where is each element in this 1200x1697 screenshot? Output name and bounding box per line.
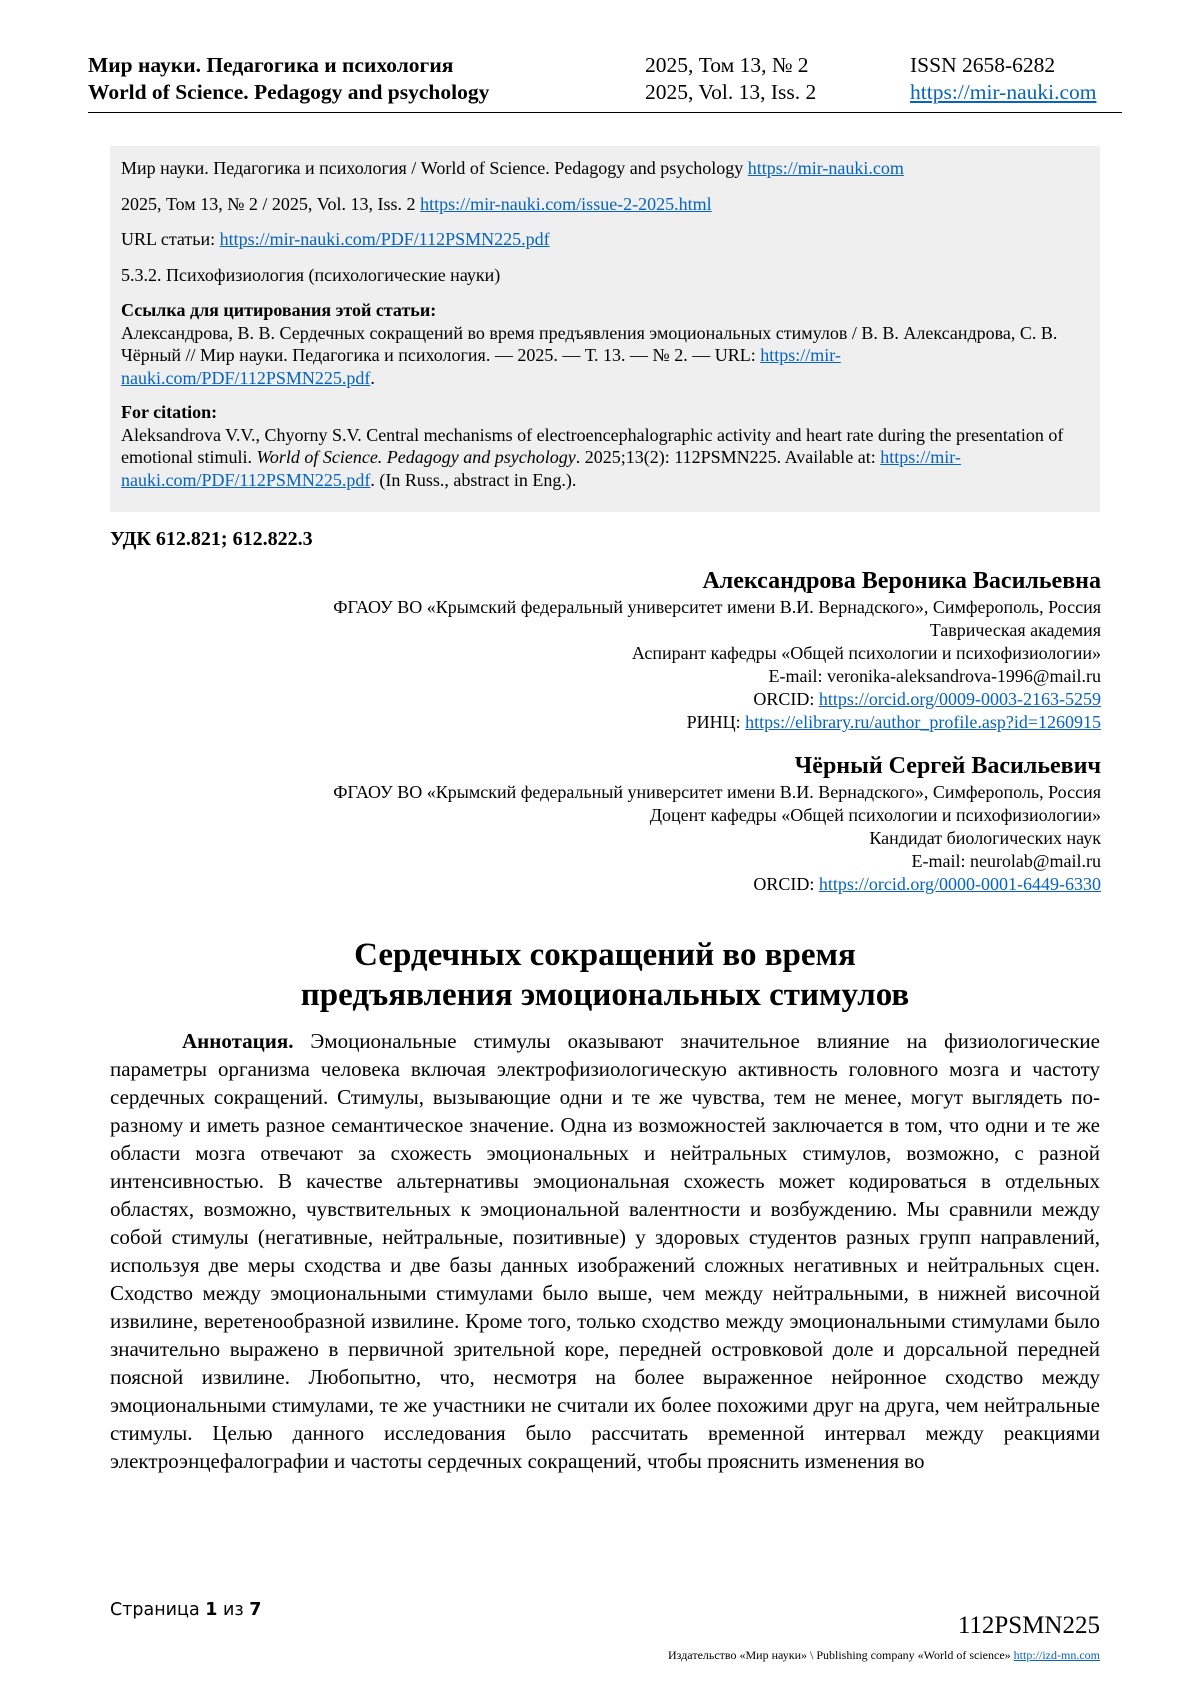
- page-of: из: [217, 1600, 250, 1620]
- citation-box: [110, 146, 1100, 512]
- page-number: [110, 1600, 261, 1620]
- author-1: [101, 566, 1101, 734]
- publisher-text: Издательство «Мир науки» \ Publishing company «World of science»: [668, 1648, 1014, 1662]
- cite-en: [121, 401, 1089, 491]
- author-email: E-mail: veronika-aleksandrova-1996@mail.ru: [768, 666, 1101, 686]
- issue-ru: 2025, Том 13, № 2: [645, 53, 809, 77]
- journal-title-en: World of Science. Pedagogy and psychology: [88, 80, 490, 104]
- author-email: E-mail: neurolab@mail.ru: [911, 851, 1101, 871]
- journal-site-link[interactable]: https://mir-nauki.com: [910, 80, 1097, 104]
- author-orcid: [101, 688, 1101, 711]
- issue-info: [645, 52, 816, 106]
- orcid-link[interactable]: https://orcid.org/0000-0001-6449-6330: [818, 874, 1101, 894]
- running-header: [88, 52, 1122, 113]
- cite-en-label: For citation:: [121, 402, 218, 422]
- publisher-line: [668, 1648, 1100, 1663]
- page-label: Страница: [110, 1600, 206, 1620]
- cite-specialty: 5.3.2. Психофизиология (психологические науки): [121, 264, 501, 285]
- article-title: [110, 935, 1100, 1015]
- cite-ru-label: Ссылка для цитирования этой статьи:: [121, 300, 437, 320]
- cite-ru-text: Александрова, В. В. Сердечных сокращений во время предъявления эмоциональных стимулов / В. В. Александрова, С. В. Чёрный // Мир науки. Педагогика и психология. — 2025. — Т. 13. — № 2. — URL:: [121, 322, 1058, 365]
- author-name: Александрова Вероника Васильевна: [702, 568, 1101, 594]
- cite-url-line: [121, 228, 1089, 251]
- title-line-1: Сердечных сокращений во время: [354, 937, 856, 973]
- orcid-label: ORCID:: [753, 689, 819, 709]
- page-current: 1: [205, 1600, 218, 1620]
- cite-en-journal: World of Science. Pedagogy and psychology: [256, 447, 576, 467]
- cite-journal-text: Мир науки. Педагогика и психология / World of Science. Pedagogy and psychology: [121, 158, 748, 178]
- rinc-link[interactable]: https://elibrary.ru/author_profile.asp?id=1260915: [745, 712, 1101, 732]
- issn-block: [910, 52, 1096, 106]
- author-position: Аспирант кафедры «Общей психологии и психофизиологии»: [631, 643, 1101, 663]
- title-line-2: предъявления эмоциональных стимулов: [300, 977, 910, 1013]
- cite-en-link[interactable]: https://mir-nauki.com/PDF/112PSMN225.pdf: [121, 447, 961, 490]
- issue-en: 2025, Vol. 13, Iss. 2: [645, 80, 817, 104]
- publisher-link[interactable]: http://izd-mn.com: [1013, 1648, 1100, 1662]
- journal-title-ru: Мир науки. Педагогика и психология: [88, 53, 454, 77]
- cite-ru-link[interactable]: https://mir-nauki.com/PDF/112PSMN225.pdf: [121, 345, 841, 388]
- author-affiliation: ФГАОУ ВО «Крымский федеральный университет имени В.И. Вернадского», Симферополь, Россия: [333, 597, 1101, 617]
- cite-journal-link[interactable]: https://mir-nauki.com: [747, 158, 904, 178]
- orcid-link[interactable]: https://orcid.org/0009-0003-2163-5259: [818, 689, 1101, 709]
- orcid-label: ORCID:: [753, 874, 819, 894]
- author-orcid: [101, 873, 1101, 896]
- article-code: 112PSMN225: [957, 1612, 1100, 1639]
- abstract-text: Эмоциональные стимулы оказывают значительное влияние на физиологические параметры организма человека включая электрофизиологическую активность головного мозга и частоту сердечных сокращений. Стимулы, вызывающие одни и те же чувства, тем не менее, могут выглядеть по-разному и иметь разное семантическое значение. Одна из возможностей заключается в том, что одни и те же области мозга отвечают за схожесть эмоциональных и нейтральных стимулов, возможно, с разной интенсивностью. В качестве альтернативы эмоциональная схожесть может кодироваться в отдельных областях, возможно, чувствительных к эмоциональной валентности и возбуждению. Мы сравнили между собой стимулы (негативные, нейтральные, позитивные) у здоровых студентов разных групп направлений, используя две меры сходства и две базы данных изображений сложных негативных и нейтральных сцен. Сходство между эмоциональными стимулами было выше, чем между нейтральными, в нижней височной извилине, веретенообразной извилине. Кроме того, только сходство между эмоциональными стимулами было значительно выражено в первичной зрительной коре, передней островковой доле и дорсальной передней поясной извилине. Любопытно, что, несмотря на более выраженное нейронное сходство между эмоциональными стимулами, те же участники не считали их более похожими друг на друга, чем нейтральные стимулы. Целью данного исследования было рассчитать временной интервал между реакциями электроэнцефалографии и частоты сердечных сокращений, чтобы прояснить изменения во: [110, 1029, 1100, 1473]
- author-rinc: [101, 711, 1101, 734]
- cite-ru-end: .: [370, 367, 375, 388]
- cite-en-text: Aleksandrova V.V., Chyorny S.V. Central mechanisms of electroencephalographic activity and heart rate during the presentation of emotional stimuli.: [121, 424, 1064, 467]
- journal-title: [88, 52, 489, 106]
- author-affiliation: ФГАОУ ВО «Крымский федеральный университет имени В.И. Вернадского», Симферополь, Россия: [333, 782, 1101, 802]
- cite-ru: [121, 299, 1089, 389]
- cite-en-end: . (In Russ., abstract in Eng.).: [370, 469, 577, 490]
- rinc-label: РИНЦ:: [686, 712, 746, 732]
- authors-block: [101, 566, 1101, 913]
- cite-issue-link[interactable]: https://mir-nauki.com/issue-2-2025.html: [420, 193, 712, 214]
- issn: ISSN 2658-6282: [910, 53, 1056, 77]
- author-2: [101, 751, 1101, 896]
- author-position: Доцент кафедры «Общей психологии и психофизиологии»: [649, 805, 1101, 825]
- abstract-label: Аннотация.: [182, 1029, 294, 1053]
- cite-journal-line: [121, 157, 1089, 180]
- cite-issue-line: [121, 193, 1089, 216]
- cite-issue-text: 2025, Том 13, № 2 / 2025, Vol. 13, Iss. 2: [121, 193, 421, 214]
- cite-url-label: URL статьи:: [121, 229, 220, 249]
- cite-en-text2: . 2025;13(2): 112PSMN225. Available at:: [575, 447, 881, 467]
- author-name: Чёрный Сергей Васильевич: [794, 753, 1101, 779]
- page-total: 7: [249, 1600, 262, 1620]
- abstract: [110, 1027, 1100, 1475]
- udk-code: УДК 612.821; 612.822.3: [110, 528, 313, 550]
- author-degree: Кандидат биологических наук: [869, 828, 1101, 848]
- cite-url-link[interactable]: https://mir-nauki.com/PDF/112PSMN225.pdf: [219, 229, 550, 249]
- author-academy: Таврическая академия: [929, 620, 1101, 640]
